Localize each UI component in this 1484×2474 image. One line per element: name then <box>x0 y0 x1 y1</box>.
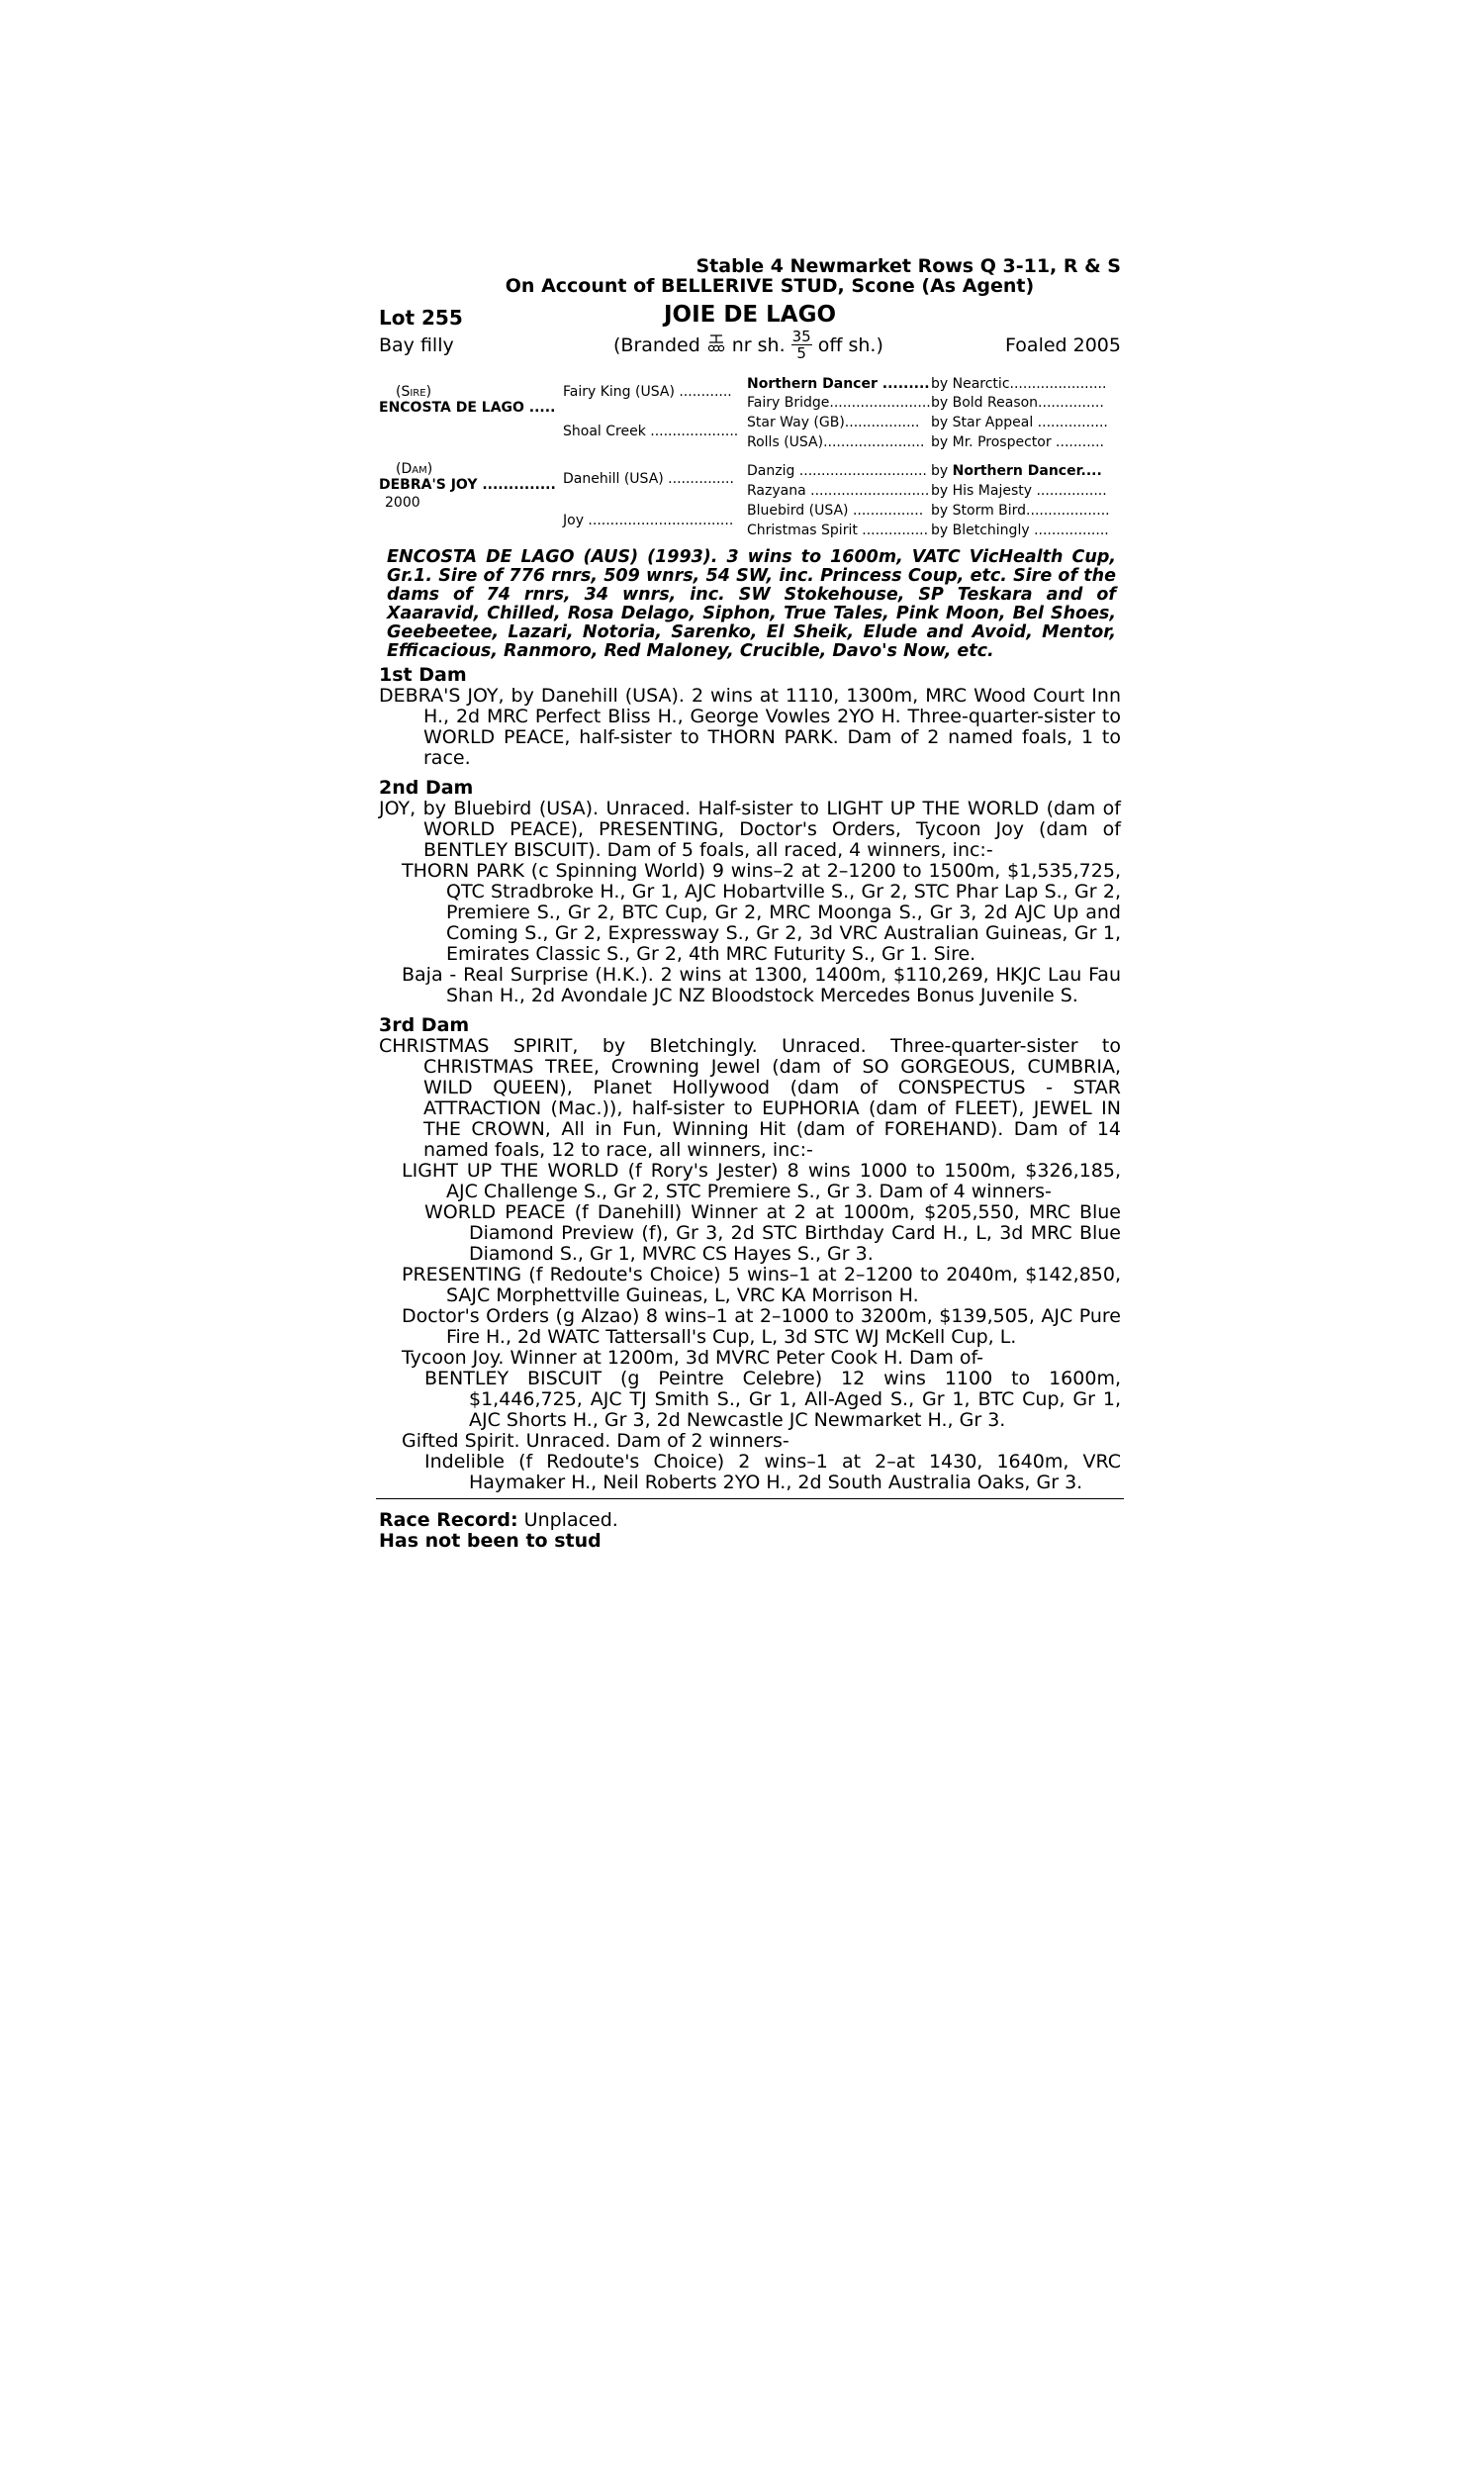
g3-ancestor: Fairy Bridge....................... <box>747 395 931 411</box>
progeny-paragraph: WORLD PEACE (f Danehill) Winner at 2 at 1000m, $205,550, MRC Blue Diamond Preview (f), Gr 3, 2d STC Birthday Card H., L, 3d MRC Blue Diamond S., Gr 1, MVRC CS Hayes S., Gr 3. <box>424 1201 1121 1265</box>
g3-ancestor: Christmas Spirit ............... <box>747 523 929 538</box>
progeny-paragraph: BENTLEY BISCUIT (g Peintre Celebre) 12 wins 1100 to 1600m, $1,446,725, AJC TJ Smith S., Gr 1, All-Aged S., Gr 1, BTC Cup, Gr 1, AJC Shorts H., Gr 3, 2d Newcastle JC Newmarket H., Gr 3. <box>424 1368 1121 1431</box>
lot-number: Lot 255 <box>379 306 463 330</box>
stud-status: Has not been to stud <box>379 1530 602 1552</box>
progeny-paragraph: Doctor's Orders (g Alzao) 8 wins–1 at 2–1000 to 3200m, $139,505, AJC Pure Fire H., 2d WATC Tattersall's Cup, L, 3d STC WJ McKell Cup, L. <box>402 1305 1121 1348</box>
second-dam-section <box>379 778 1121 1006</box>
g3-ancestor: Danzig ............................. <box>747 463 927 479</box>
progeny-paragraph: THORN PARK (c Spinning World) 9 wins–2 at 2–1200 to 1500m, $1,535,725, QTC Stradbroke H., Gr 1, AJC Hobartville S., Gr 2, STC Phar Lap S., Gr 2, Premiere S., Gr 2, BTC Cup, Gr 2, MRC Moonga S., Gr 3, 2d AJC Up and Coming S., Gr 2, Expressway S., Gr 2, 3d VRC Australian Guineas, Gr 1, Emirates Classic S., Gr 2, 4th MRC Futurity S., Gr 1. Sire. <box>402 860 1121 965</box>
g3-ancestor: Star Way (GB)................. <box>747 415 920 430</box>
dam-name: DEBRA'S JOY .............. <box>379 477 556 493</box>
brand-number-top: 35 <box>791 328 811 345</box>
g3-ancestor: Razyana ........................... <box>747 483 930 499</box>
first-dam-section <box>379 665 1121 769</box>
g3-ancestor: Northern Dancer ......... <box>747 376 930 392</box>
g4-ancestor: by Northern Dancer.... <box>931 463 1102 479</box>
progeny-paragraph: Indelible (f Redoute's Choice) 2 wins–1 at 2–at 1430, 1640m, VRC Haymaker H., Neil Roberts 2YO H., 2d South Australia Oaks, Gr 3. <box>424 1451 1121 1493</box>
horse-name: JOIE DE LAGO <box>663 302 837 328</box>
race-record-value: Unplaced. <box>517 1509 618 1531</box>
g3-ancestor: Bluebird (USA) ................ <box>747 503 924 519</box>
g4-ancestor: by Nearctic...................... <box>931 376 1107 392</box>
brand-description <box>613 329 883 361</box>
sire-dam: Shoal Creek .................... <box>563 424 739 439</box>
progeny-paragraph: Gifted Spirit. Unraced. Dam of 2 winners- <box>402 1430 789 1452</box>
g4-ancestor: by Star Appeal ................ <box>931 415 1108 430</box>
progeny-paragraph: LIGHT UP THE WORLD (f Rory's Jester) 8 wins 1000 to 1500m, $326,185, AJC Challenge S., Gr 2, STC Premiere S., Gr 3. Dam of 4 winners- <box>402 1160 1121 1202</box>
pedigree-table <box>379 374 1121 542</box>
brand-mark-icon <box>706 333 726 358</box>
race-record-label: Race Record: <box>379 1509 518 1531</box>
brand-off-side: off sh.) <box>817 333 883 356</box>
dam-paragraph: CHRISTMAS SPIRIT, by Bletchingly. Unraced. Three-quarter-sister to CHRISTMAS TREE, Crowning Jewel (dam of SO GORGEOUS, CUMBRIA, WILD QUEEN), Planet Hollywood (dam of CONSPECTUS - STAR ATTRACTION (Mac.)), half-sister to EUPHORIA (dam of FLEET), JEWEL IN THE CROWN, All in Fun, Winning Hit (dam of FOREHAND). Dam of 14 named foals, 12 to race, all winners, inc:- <box>379 1035 1121 1161</box>
brand-near-side: nr sh. <box>731 333 786 356</box>
race-record <box>379 1510 618 1552</box>
brand-number <box>791 329 812 361</box>
g4-ancestor: by Mr. Prospector ........... <box>931 434 1104 450</box>
section-heading: 2nd Dam <box>379 777 474 799</box>
g3-ancestor: Rolls (USA)....................... <box>747 434 925 450</box>
vendor-account: On Account of BELLERIVE STUD, Scone (As Agent) <box>505 275 1035 297</box>
progeny-paragraph: Baja - Real Surprise (H.K.). 2 wins at 1300, 1400m, $110,269, HKJC Lau Fau Shan H., 2d Avondale JC NZ Bloodstock Mercedes Bonus Juvenile S. <box>402 964 1121 1006</box>
section-heading: 1st Dam <box>379 664 467 686</box>
brand-number-bottom: 5 <box>796 344 806 362</box>
g4-ancestor: by Bold Reason............... <box>931 395 1104 411</box>
progeny-paragraph: Tycoon Joy. Winner at 1200m, 3d MVRC Peter Cook H. Dam of- <box>402 1347 983 1369</box>
divider-rule <box>376 1498 1124 1499</box>
sire-name: ENCOSTA DE LAGO ..... <box>379 400 556 416</box>
third-dam-section <box>379 1015 1121 1493</box>
dam-sire: Danehill (USA) ............... <box>563 471 734 487</box>
dam-label: (Dam) <box>396 461 433 477</box>
sire-summary: ENCOSTA DE LAGO (AUS) (1993). 3 wins to 1600m, VATC VicHealth Cup, Gr.1. Sire of 776 rnrs, 509 wnrs, 54 SW, inc. Princess Coup, etc. Sire of the dams of 74 rnrs, 34 wnrs, inc. SW Stokehouse, SP Teskara and of Xaaravid, Chilled, Rosa Delago, Siphon, True Tales, Pink Moon, Bel Shoes, Geebeetee, Lazari, Notoria, Sarenko, El Sheik, Elude and Avoid, Mentor, Efficacious, Ranmoro, Red Maloney, Crucible, Davo's Now, etc. <box>387 547 1116 661</box>
dam-year: 2000 <box>385 495 420 511</box>
foaled-year: Foaled 2005 <box>1005 334 1121 356</box>
progeny-paragraph: PRESENTING (f Redoute's Choice) 5 wins–1 at 2–1200 to 2040m, $142,850, SAJC Morphettville Guineas, L, VRC KA Morrison H. <box>402 1264 1121 1306</box>
section-heading: 3rd Dam <box>379 1014 470 1036</box>
dam-dam: Joy ................................. <box>563 513 734 528</box>
dam-paragraph: JOY, by Bluebird (USA). Unraced. Half-sister to LIGHT UP THE WORLD (dam of WORLD PEACE), PRESENTING, Doctor's Orders, Tycoon Joy (dam of BENTLEY BISCUIT). Dam of 5 foals, all raced, 4 winners, inc:- <box>379 798 1121 861</box>
g4-ancestor: by His Majesty ................ <box>931 483 1107 499</box>
brand-prefix: (Branded <box>613 333 700 356</box>
sire-label: (Sire) <box>396 384 432 400</box>
horse-sex-colour: Bay filly <box>379 334 454 356</box>
g4-ancestor: by Storm Bird................... <box>931 503 1110 519</box>
g4-ancestor: by Bletchingly ................. <box>931 523 1109 538</box>
dam-paragraph: DEBRA'S JOY, by Danehill (USA). 2 wins at 1110, 1300m, MRC Wood Court Inn H., 2d MRC Perfect Bliss H., George Vowles 2YO H. Three-quarter-sister to WORLD PEACE, half-sister to THORN PARK. Dam of 2 named foals, 1 to race. <box>379 685 1121 769</box>
stable-location: Stable 4 Newmarket Rows Q 3-11, R & S <box>696 255 1121 277</box>
sire-sire: Fairy King (USA) ............ <box>563 384 732 400</box>
